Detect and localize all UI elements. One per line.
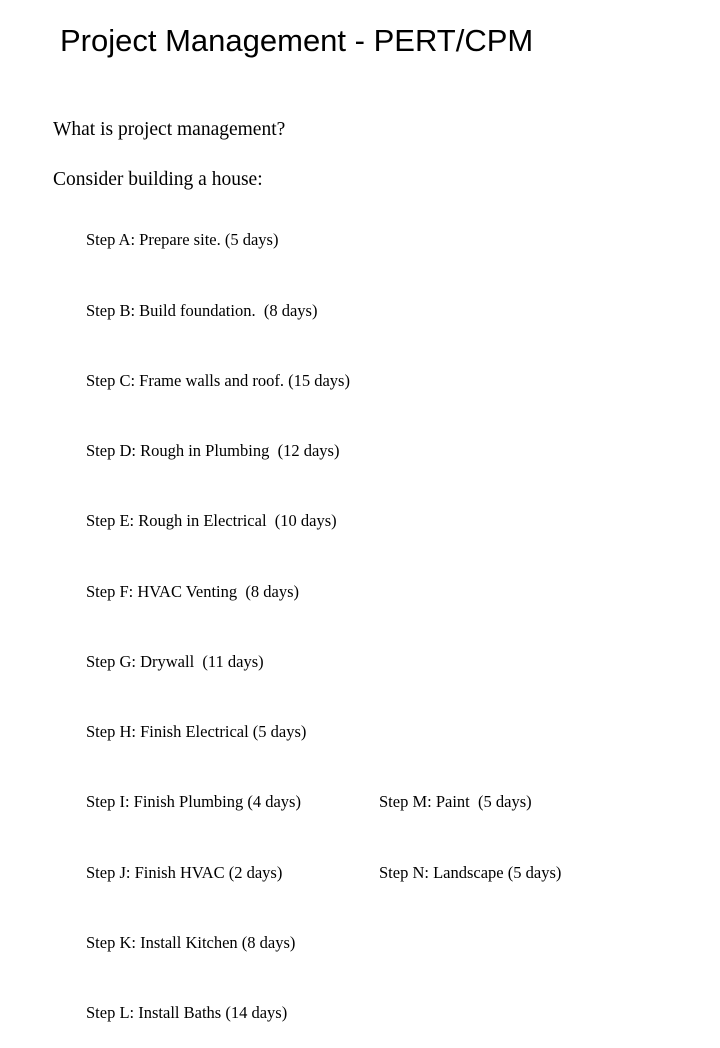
step-label-right: Step M: Paint (5 days) — [379, 792, 532, 812]
list-item — [53, 697, 693, 767]
steps-list — [53, 205, 693, 1048]
step-label-left: Step D: Rough in Plumbing (12 days) — [86, 441, 340, 461]
list-item — [53, 416, 693, 486]
step-label-left: Step I: Finish Plumbing (4 days) — [86, 792, 301, 812]
step-label-left: Step H: Finish Electrical (5 days) — [86, 722, 307, 742]
list-item — [53, 767, 693, 837]
list-item — [53, 978, 693, 1048]
lead-line-consider: Consider building a house: — [53, 169, 263, 191]
slide-body — [53, 120, 693, 1048]
list-item — [53, 275, 693, 345]
list-item — [53, 345, 693, 415]
step-label-left: Step E: Rough in Electrical (10 days) — [86, 511, 337, 531]
page-title: Project Management - PERT/CPM — [60, 23, 534, 58]
spacer — [53, 148, 693, 170]
step-label-left: Step J: Finish HVAC (2 days) — [86, 862, 283, 882]
list-item — [53, 837, 693, 907]
list-item — [53, 908, 693, 978]
list-item — [53, 205, 693, 275]
list-item — [53, 556, 693, 626]
step-label-left: Step F: HVAC Venting (8 days) — [86, 581, 299, 601]
step-label-right: Step N: Landscape (5 days) — [379, 862, 562, 882]
step-label-left: Step B: Build foundation. (8 days) — [86, 300, 318, 320]
step-label-left: Step G: Drywall (11 days) — [86, 651, 264, 671]
step-label-left: Step K: Install Kitchen (8 days) — [86, 933, 296, 953]
step-label-left: Step L: Install Baths (14 days) — [86, 1003, 288, 1023]
list-item — [53, 627, 693, 697]
step-label-left: Step C: Frame walls and roof. (15 days) — [86, 370, 350, 390]
step-label-left: Step A: Prepare site. (5 days) — [86, 230, 279, 250]
lead-line-question: What is project management? — [53, 119, 286, 140]
list-item — [53, 486, 693, 556]
